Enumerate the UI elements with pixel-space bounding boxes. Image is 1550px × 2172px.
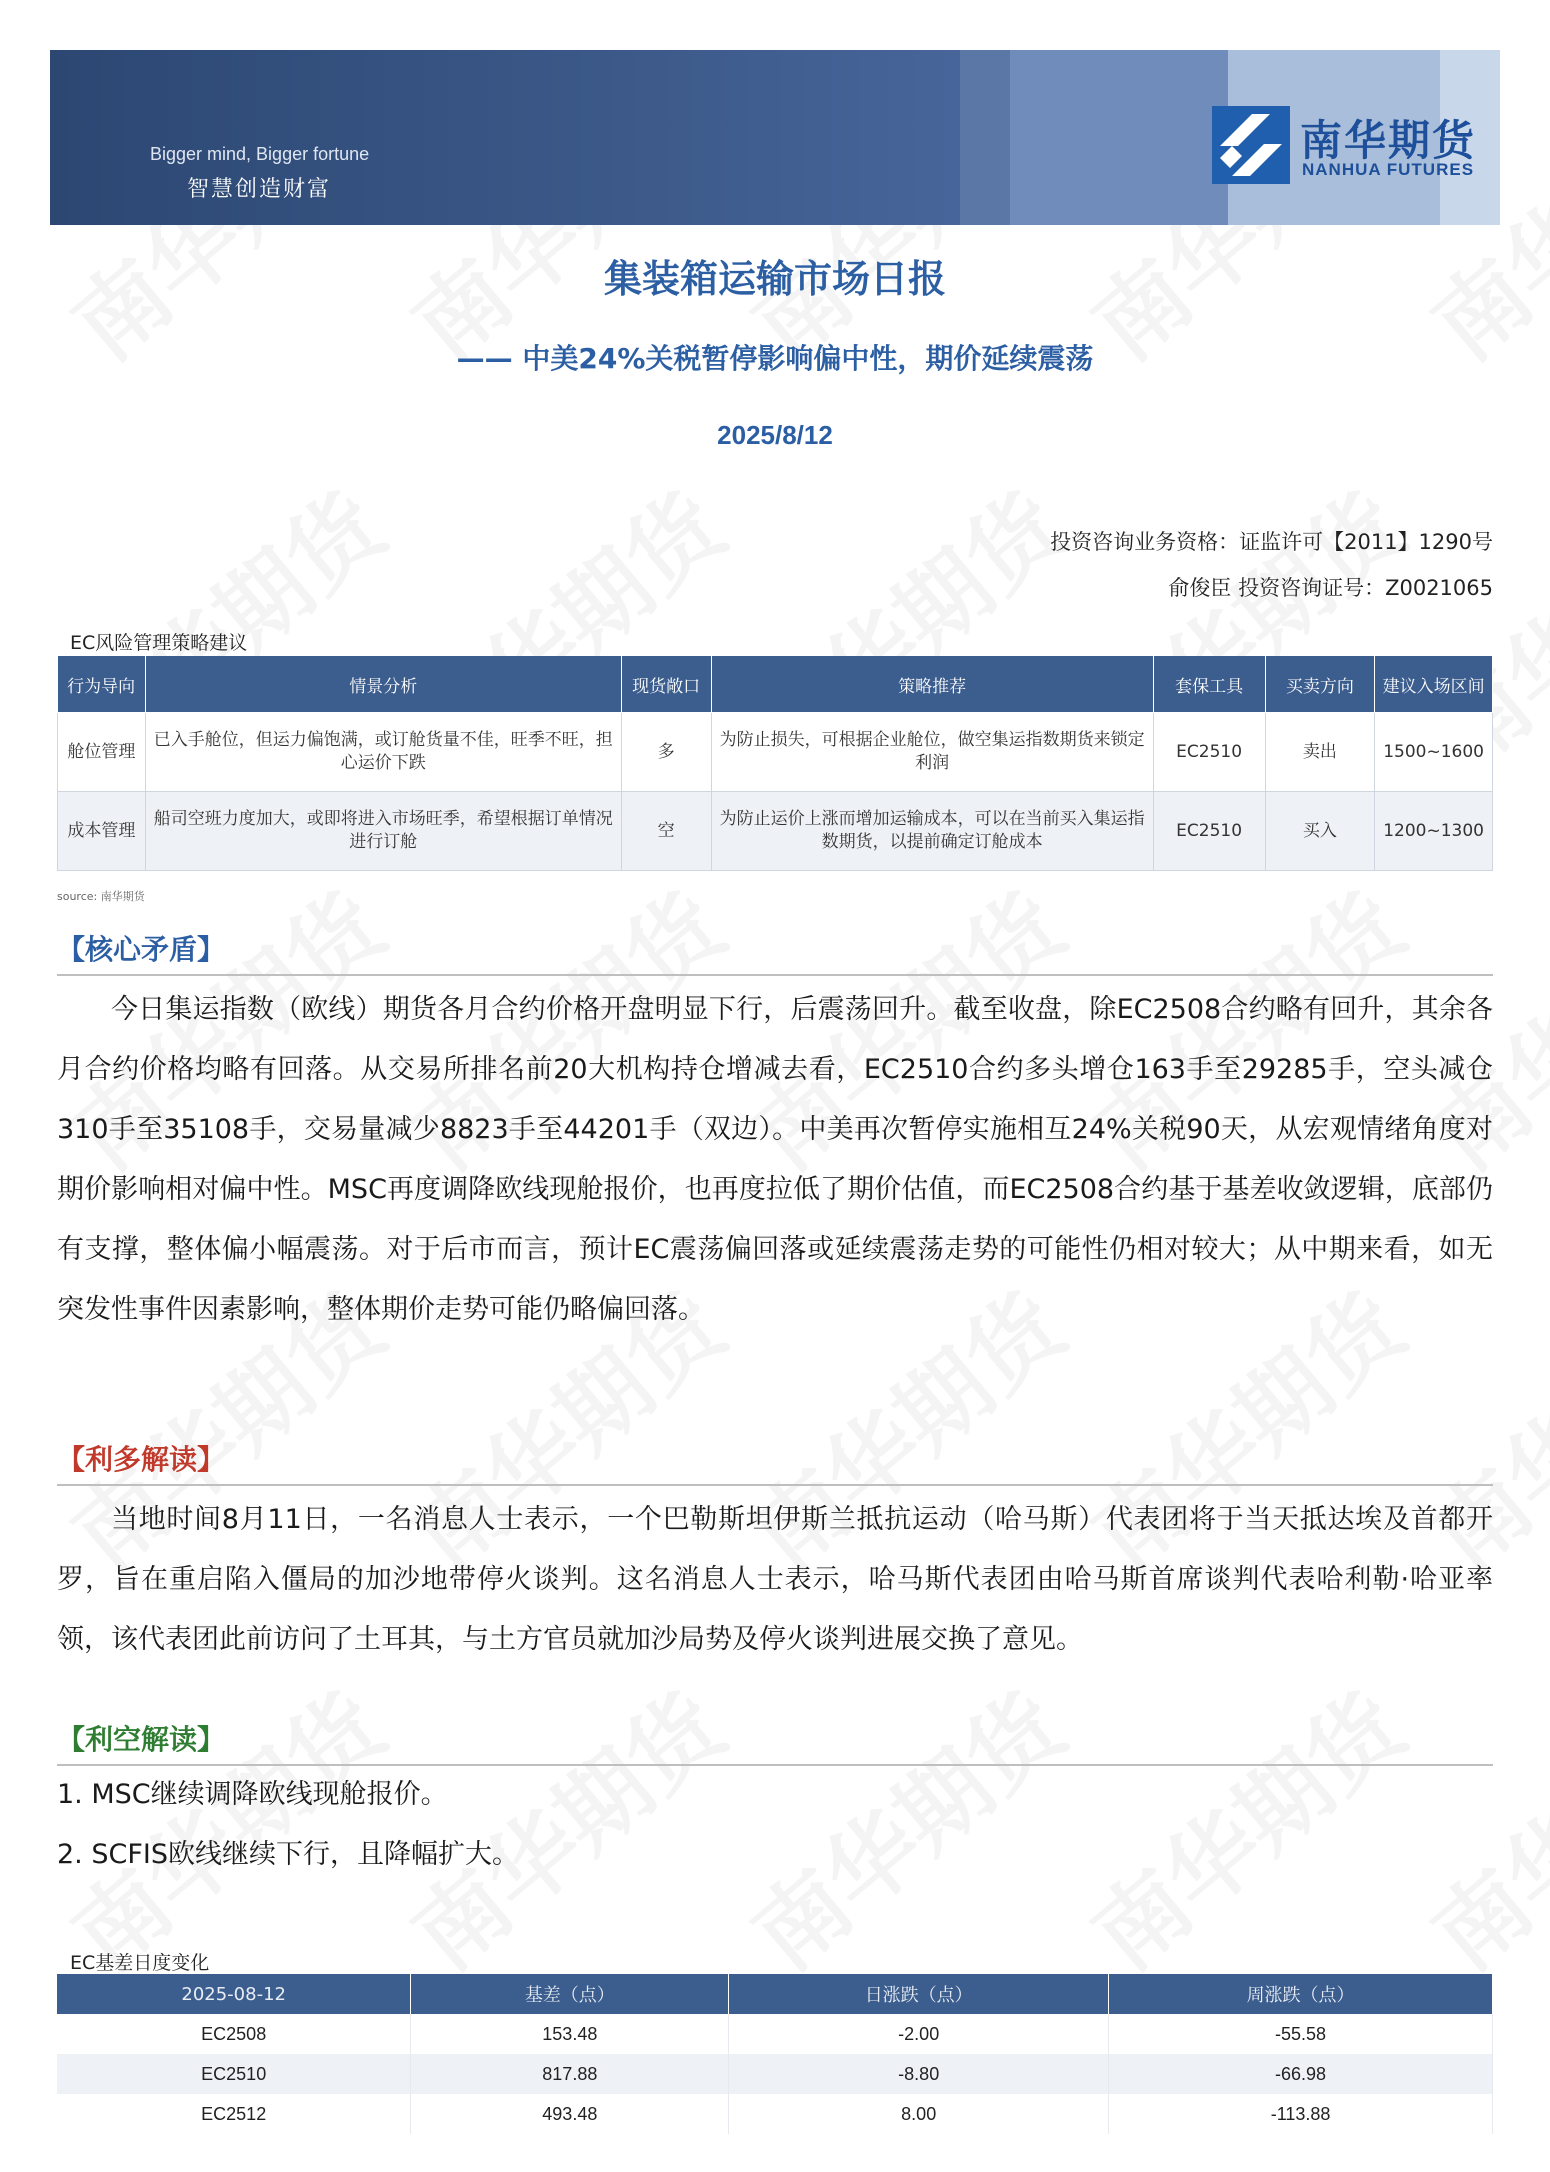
table-cell: 为防止运价上涨而增加运输成本，可以在当前买入集运指数期货，以提前确定订舱成本 xyxy=(711,792,1153,871)
basis-table xyxy=(57,1974,1493,2134)
column-header: 2025-08-12 xyxy=(57,1974,411,2014)
table-cell: 已入手舱位，但运力偏饱满，或订舱货量不佳，旺季不旺，担心运价下跌 xyxy=(145,713,621,792)
table-cell: 空 xyxy=(621,792,711,871)
table-cell: 817.88 xyxy=(411,2054,729,2094)
table-cell: 为防止损失，可根据企业舱位，做空集运指数期货来锁定利润 xyxy=(711,713,1153,792)
table-cell: -8.80 xyxy=(729,2054,1109,2094)
table-cell: 买入 xyxy=(1265,792,1375,871)
bullish-section-heading: 【利多解读】 xyxy=(57,1438,1493,1486)
qualification-text: 投资咨询业务资格：证监许可【2011】1290号 xyxy=(1050,530,1493,554)
column-header: 行为导向 xyxy=(58,656,146,713)
table-cell: EC2510 xyxy=(57,2054,411,2094)
column-header: 现货敞口 xyxy=(621,656,711,713)
table-cell: 493.48 xyxy=(411,2094,729,2134)
list-item: 2. SCFIS欧线继续下行，且降幅扩大。 xyxy=(57,1839,519,1870)
source-note: source: 南华期货 xyxy=(57,890,145,903)
table-row xyxy=(57,2054,1493,2094)
table-cell: 1200~1300 xyxy=(1375,792,1493,871)
header-banner xyxy=(50,50,1500,225)
core-paragraph: 今日集运指数（欧线）期货各月合约价格开盘明显下行，后震荡回升。截至收盘，除EC2508合约略有回升，其余各月合约价格均略有回落。从交易所排名前20大机构持仓增减去看，EC2510合约多头增仓163手至29285手，空头减仓310手至35108手，交易量减少8823手至44201手（双边）。中美再次暂停实施相互24%关税90天，从宏观情绪角度对期价影响相对偏中性。MSC再度调降欧线现舱报价，也再度拉低了期价估值，而EC2508合约基于基差收敛逻辑，底部仍有支撑，整体偏小幅震荡。对于后市而言，预计EC震荡偏回落或延续震荡走势的可能性仍相对较大；从中期来看，如无突发性事件因素影响，整体期价走势可能仍略偏回落。 xyxy=(57,994,1493,1325)
table-header-row xyxy=(58,656,1493,713)
analyst-text: 俞俊臣 投资咨询证号：Z0021065 xyxy=(1168,576,1493,600)
column-header: 套保工具 xyxy=(1153,656,1265,713)
core-section-heading: 【核心矛盾】 xyxy=(57,928,1493,976)
table-cell: 多 xyxy=(621,713,711,792)
list-item: 1. MSC继续调降欧线现舱报价。 xyxy=(57,1779,448,1810)
watermark xyxy=(381,1657,748,1995)
table-cell: 153.48 xyxy=(411,2014,729,2054)
table-row xyxy=(57,2094,1493,2134)
table-header-row xyxy=(57,1974,1493,2014)
table-cell: -55.58 xyxy=(1109,2014,1493,2054)
column-header: 周涨跌（点） xyxy=(1109,1974,1493,2014)
table-cell: 船司空班力度加大，或即将进入市场旺季，希望根据订单情况进行订舱 xyxy=(145,792,621,871)
table-cell: 舱位管理 xyxy=(58,713,146,792)
slogan-cn: 智慧创造财富 xyxy=(187,177,332,202)
column-header: 策略推荐 xyxy=(711,656,1153,713)
table-cell: 成本管理 xyxy=(58,792,146,871)
table-cell: -2.00 xyxy=(729,2014,1109,2054)
table-cell: EC2510 xyxy=(1153,713,1265,792)
column-header: 建议入场区间 xyxy=(1375,656,1493,713)
watermark xyxy=(721,1657,1088,1995)
report-subtitle: —— 中美24%关税暂停影响偏中性，期价延续震荡 xyxy=(456,342,1094,375)
table-row xyxy=(57,2014,1493,2054)
table-row xyxy=(58,792,1493,871)
table-cell: EC2510 xyxy=(1153,792,1265,871)
column-header: 买卖方向 xyxy=(1265,656,1375,713)
strategy-table xyxy=(57,656,1493,871)
strategy-table-caption: EC风险管理策略建议 xyxy=(70,632,248,654)
slogan-en: Bigger mind, Bigger fortune xyxy=(150,144,370,164)
table-cell: -113.88 xyxy=(1109,2094,1493,2134)
table-row xyxy=(58,713,1493,792)
report-title: 集装箱运输市场日报 xyxy=(603,257,946,301)
watermark xyxy=(1401,1657,1550,1995)
watermark xyxy=(1061,1657,1428,1995)
column-header: 情景分析 xyxy=(145,656,621,713)
table-cell: EC2508 xyxy=(57,2014,411,2054)
logo-text-en: NANHUA FUTURES xyxy=(1302,160,1475,179)
logo-text-cn: 南华期货 xyxy=(1300,116,1477,165)
bearish-section-heading: 【利空解读】 xyxy=(57,1718,1493,1766)
watermark xyxy=(41,1657,408,1995)
table-cell: -66.98 xyxy=(1109,2054,1493,2094)
table-cell: 卖出 xyxy=(1265,713,1375,792)
basis-table-caption: EC基差日度变化 xyxy=(70,1952,210,1974)
table-cell: 8.00 xyxy=(729,2094,1109,2134)
nanhua-logo-icon xyxy=(1212,106,1290,184)
table-cell: 1500~1600 xyxy=(1375,713,1493,792)
report-date: 2025/8/12 xyxy=(717,420,833,450)
table-cell: EC2512 xyxy=(57,2094,411,2134)
column-header: 日涨跌（点） xyxy=(729,1974,1109,2014)
column-header: 基差（点） xyxy=(411,1974,729,2014)
bullish-paragraph: 当地时间8月11日，一名消息人士表示，一个巴勒斯坦伊斯兰抵抗运动（哈马斯）代表团将于当天抵达埃及首都开罗，旨在重启陷入僵局的加沙地带停火谈判。这名消息人士表示，哈马斯代表团由哈马斯首席谈判代表哈利勒·哈亚率领，该代表团此前访问了土耳其，与土方官员就加沙局势及停火谈判进展交换了意见。 xyxy=(57,1504,1493,1655)
